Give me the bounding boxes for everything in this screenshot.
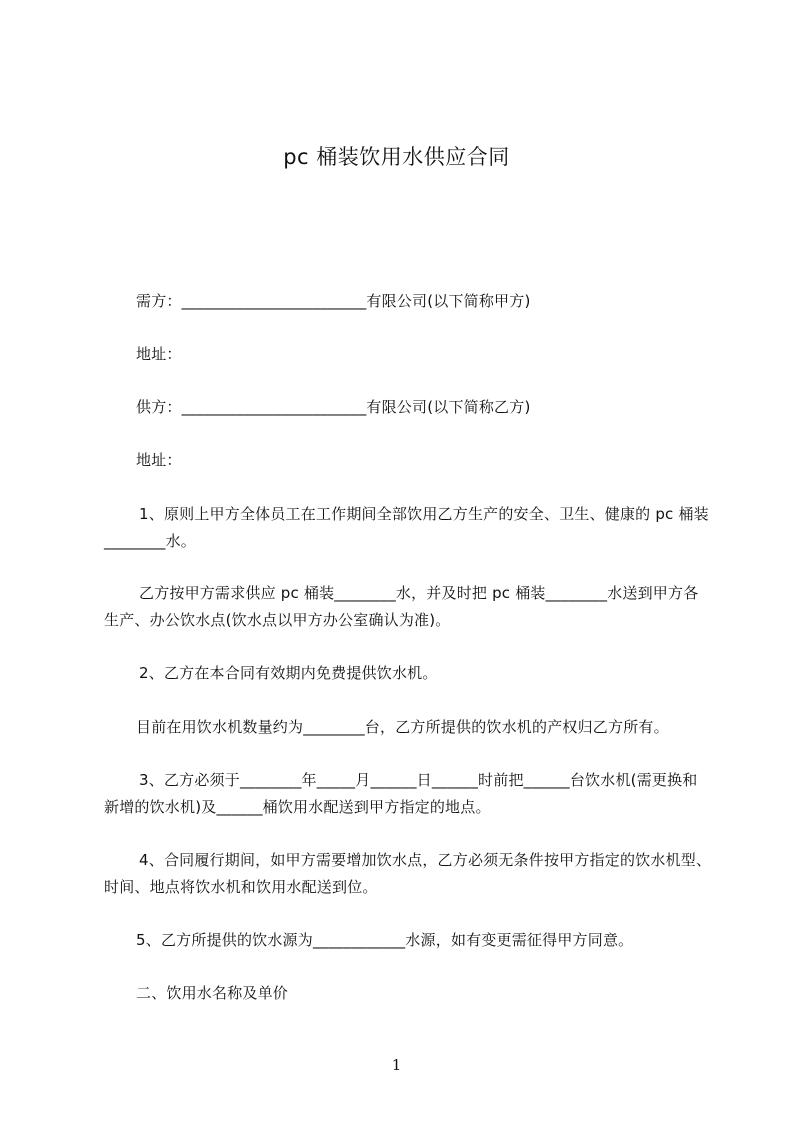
buyer-address-line: 地址： bbox=[136, 345, 182, 363]
page-number: 1 bbox=[391, 1056, 402, 1074]
supplier-line: 供方：________________________有限公司(以下简称乙方) bbox=[136, 398, 531, 416]
buyer-line: 需方：________________________有限公司(以下简称甲方) bbox=[136, 292, 531, 310]
document-title: pc 桶装饮用水供应合同 bbox=[283, 145, 510, 169]
supplier-address-line: 地址： bbox=[136, 451, 182, 469]
clause-5: 5、乙方所提供的饮水源为____________水源，如有变更需征得甲方同意。 bbox=[136, 931, 634, 949]
clause-1: 1、原则上甲方全体员工在工作期间全部饮用乙方生产的安全、卫生、健康的 pc 桶装________水。 bbox=[104, 505, 709, 550]
section-heading-2: 二、饮用水名称及单价 bbox=[136, 984, 289, 1002]
clause-3: 3、乙方必须于________年_____月______日______时前把______台饮水机(需更换和新增的饮水机)及______桶饮用水配送到甲方指定的地点。 bbox=[104, 771, 698, 816]
clause-4: 4、合同履行期间，如甲方需要增加饮水点，乙方必须无条件按甲方指定的饮水机型、时间、地点将饮水机和饮用水配送到位。 bbox=[104, 851, 712, 896]
clause-2: 2、乙方在本合同有效期内免费提供饮水机。 bbox=[139, 664, 438, 682]
clause-1-supply-paragraph: 乙方按甲方需求供应 pc 桶装________水，并及时把 pc 桶装________水送到甲方各生产、办公饮水点(饮水点以甲方办公室确认为准)。 bbox=[104, 584, 699, 629]
clause-2-count-paragraph: 目前在用饮水机数量约为________台，乙方所提供的饮水机的产权归乙方所有。 bbox=[136, 718, 669, 736]
